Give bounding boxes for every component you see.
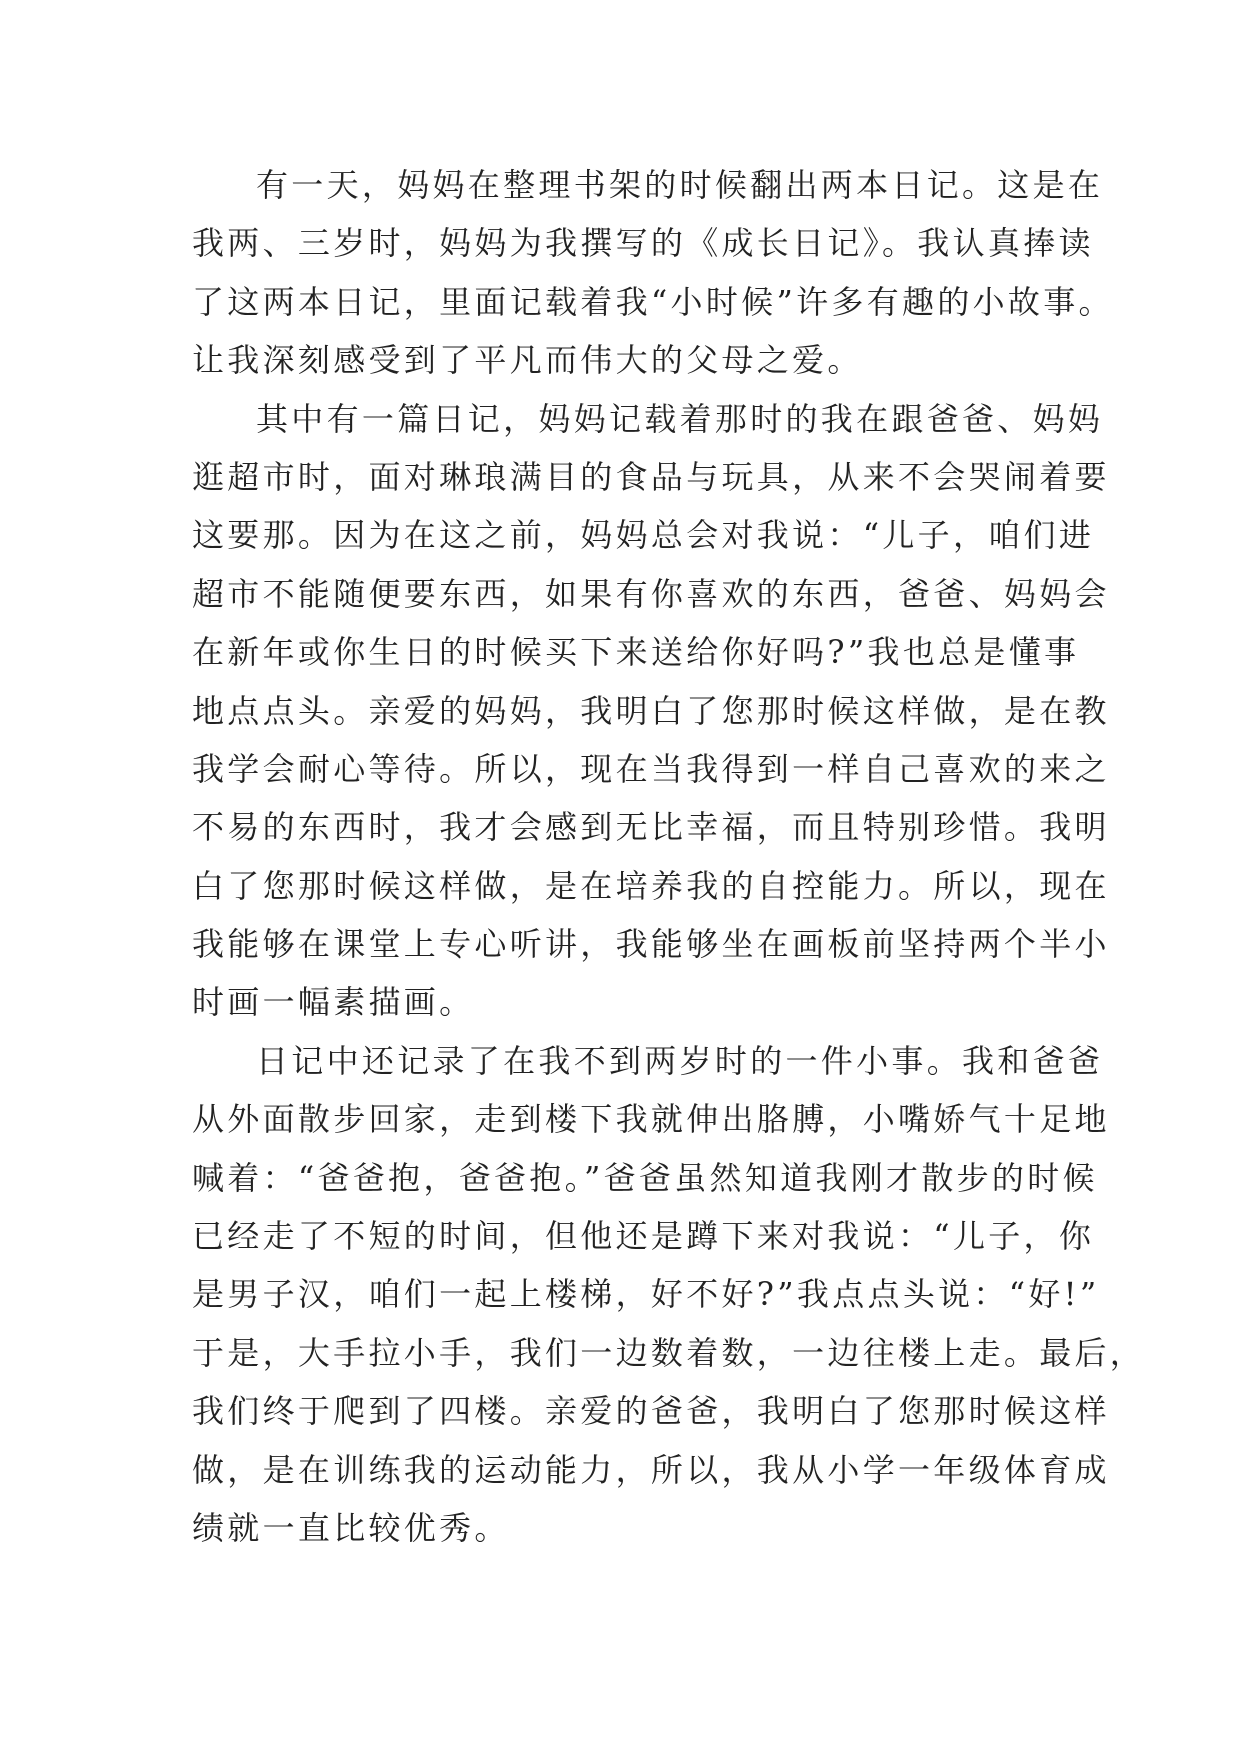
paragraph-line: 这要那。因为在这之前，妈妈总会对我说：“儿子，咱们进 (192, 516, 1095, 555)
paragraph-line: 做，是在训练我的运动能力，所以，我从小学一年级体育成 (192, 1450, 1110, 1489)
paragraph-line: 已经走了不短的时间，但他还是蹲下来对我说：“儿子，你 (192, 1217, 1095, 1256)
paragraph-line: 逛超市时，面对琳琅满目的食品与玩具，从来不会哭闹着要 (192, 457, 1110, 496)
paragraph-line: 不易的东西时，我才会感到无比幸福，而且特别珍惜。我明 (192, 808, 1110, 847)
paragraph-line: 于是，大手拉小手，我们一边数着数，一边往楼上走。最后， (192, 1333, 1146, 1372)
document-body (192, 156, 1146, 1557)
paragraph-line: 是男子汉，咱们一起上楼梯，好不好?”我点点头说：“好!” (192, 1275, 1100, 1314)
paragraph-line: 我们终于爬到了四楼。亲爱的爸爸，我明白了您那时候这样 (192, 1392, 1110, 1431)
paragraph-1 (192, 156, 1114, 390)
paragraph-line: 从外面散步回家，走到楼下我就伸出胳膊，小嘴娇气十足地 (192, 1100, 1110, 1139)
paragraph-line: 在新年或你生日的时候买下来送给你好吗?”我也总是懂事 (192, 633, 1080, 672)
paragraph-line: 其中有一篇日记，妈妈记载着那时的我在跟爸爸、妈妈 (256, 399, 1104, 438)
paragraph-line: 我两、三岁时，妈妈为我撰写的《成长日记》。我认真捧读 (192, 224, 1094, 263)
paragraph-line: 超市不能随便要东西，如果有你喜欢的东西，爸爸、妈妈会 (192, 574, 1110, 613)
paragraph-line: 时画一幅素描画。 (192, 983, 475, 1022)
paragraph-3 (192, 1032, 1146, 1558)
paragraph-line: 日记中还记录了在我不到两岁时的一件小事。我和爸爸 (256, 1041, 1104, 1080)
paragraph-line: 让我深刻感受到了平凡而伟大的父母之爱。 (192, 341, 863, 380)
paragraph-line: 有一天，妈妈在整理书架的时候翻出两本日记。这是在 (256, 166, 1104, 204)
paragraph-line: 我学会耐心等待。所以，现在当我得到一样自己喜欢的来之 (192, 749, 1110, 788)
paragraph-line: 绩就一直比较优秀。 (192, 1508, 510, 1547)
paragraph-line: 喊着：“爸爸抱，爸爸抱。”爸爸虽然知道我刚才散步的时候 (192, 1158, 1098, 1197)
paragraph-line: 地点点头。亲爱的妈妈，我明白了您那时候这样做，是在教 (192, 691, 1110, 730)
paragraph-line: 了这两本日记，里面记载着我“小时候”许多有趣的小故事。 (192, 282, 1114, 321)
paragraph-line: 白了您那时候这样做，是在培养我的自控能力。所以，现在 (192, 866, 1110, 905)
paragraph-line: 我能够在课堂上专心听讲，我能够坐在画板前坚持两个半小 (192, 925, 1110, 964)
paragraph-2 (192, 390, 1110, 1032)
